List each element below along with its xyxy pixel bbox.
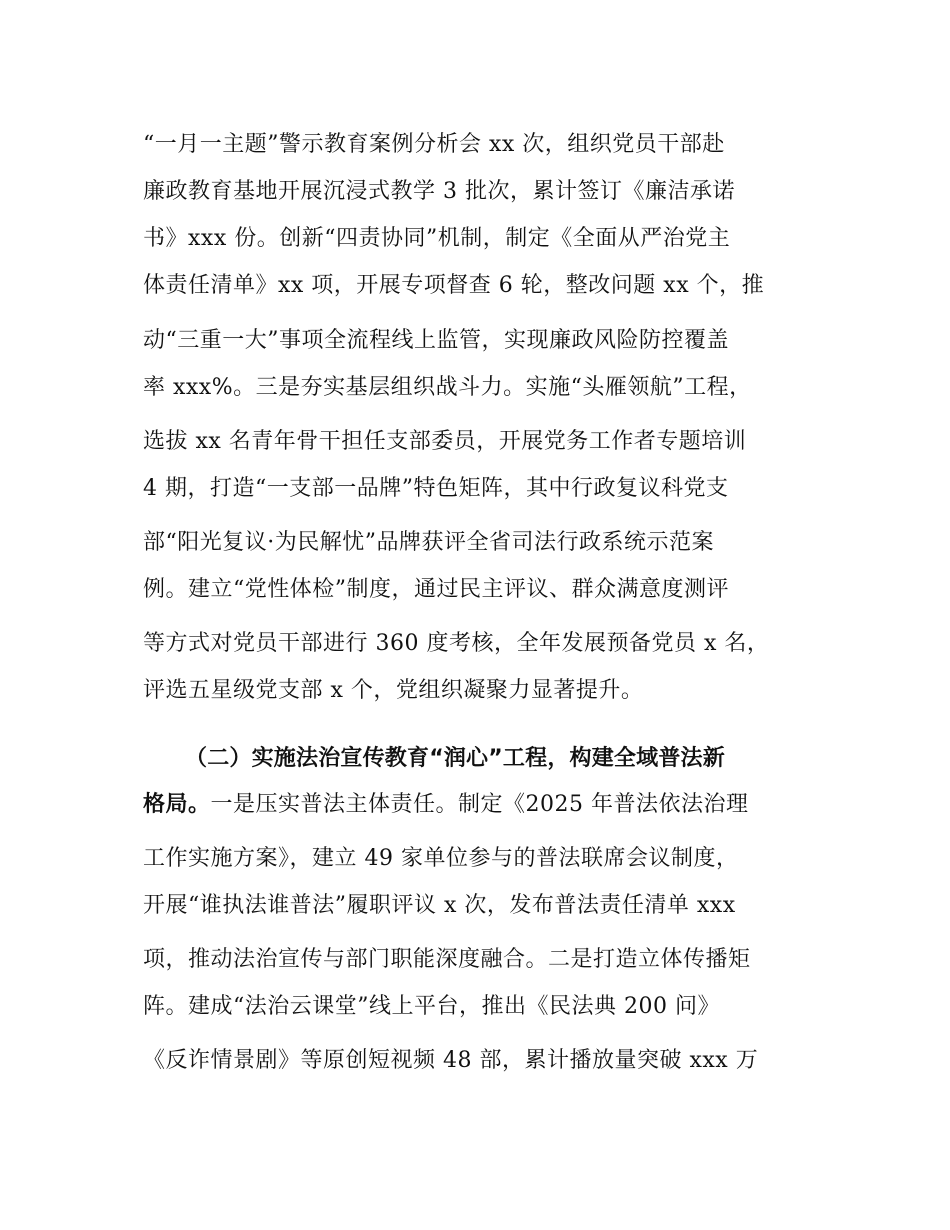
body-text-line: 选拔 xx 名青年骨干担任支部委员，开展党务工作者专题培训	[143, 429, 747, 454]
body-text-line: 动“三重一大”事项全流程线上监管，实现廉政风险防控覆盖	[143, 328, 729, 353]
body-text-line: 等方式对党员干部进行 360 度考核，全年发展预备党员 x 名，	[143, 631, 770, 656]
body-text-line: 项，推动法治宣传与部门职能深度融合。二是打造立体传播矩	[143, 947, 751, 972]
heading-tail: 格局。	[143, 792, 211, 817]
body-text-line: “一月一主题”警示教育案例分析会 xx 次，组织党员干部赴	[143, 132, 725, 157]
section-heading: （二）实施法治宣传教育“润心”工程，构建全域普法新	[185, 746, 725, 771]
body-text-line: 率 xxx%。三是夯实基层组织战斗力。实施“头雁领航”工程，	[143, 375, 752, 400]
body-text-line: 例。建立“党性体检”制度，通过民主评议、群众满意度测评	[143, 577, 729, 602]
body-text-line: 体责任清单》xx 项，开展专项督查 6 轮，整改问题 xx 个，推	[143, 273, 765, 298]
body-text-line: 4 期，打造“一支部一品牌”特色矩阵，其中行政复议科党支	[143, 476, 729, 501]
body-text-line: 工作实施方案》，建立 49 家单位参与的普法联席会议制度，	[143, 846, 739, 871]
body-text-line: 评选五星级党支部 x 个，党组织凝聚力显著提升。	[143, 678, 644, 703]
body-text-line: 书》xxx 份。创新“四责协同”机制，制定《全面从严治党主	[143, 226, 731, 251]
body-text-line: 《反诈情景剧》等原创短视频 48 部，累计播放量突破 xxx 万	[143, 1048, 759, 1073]
body-text-line: 部“阳光复议·为民解忧”品牌获评全省司法行政系统示范案	[143, 530, 714, 555]
body-text-line: 阵。建成“法治云课堂”线上平台，推出《民法典 200 问》	[143, 994, 720, 1019]
body-text-inline: 一是压实普法主体责任。制定《2025 年普法依法治理	[210, 792, 749, 817]
body-text-line: 开展“谁执法谁普法”履职评议 x 次，发布普法责任清单 xxx	[143, 893, 736, 918]
section-heading-continued	[143, 788, 823, 822]
body-text-line: 廉政教育基地开展沉浸式教学 3 批次，累计签订《廉洁承诺	[143, 179, 735, 204]
